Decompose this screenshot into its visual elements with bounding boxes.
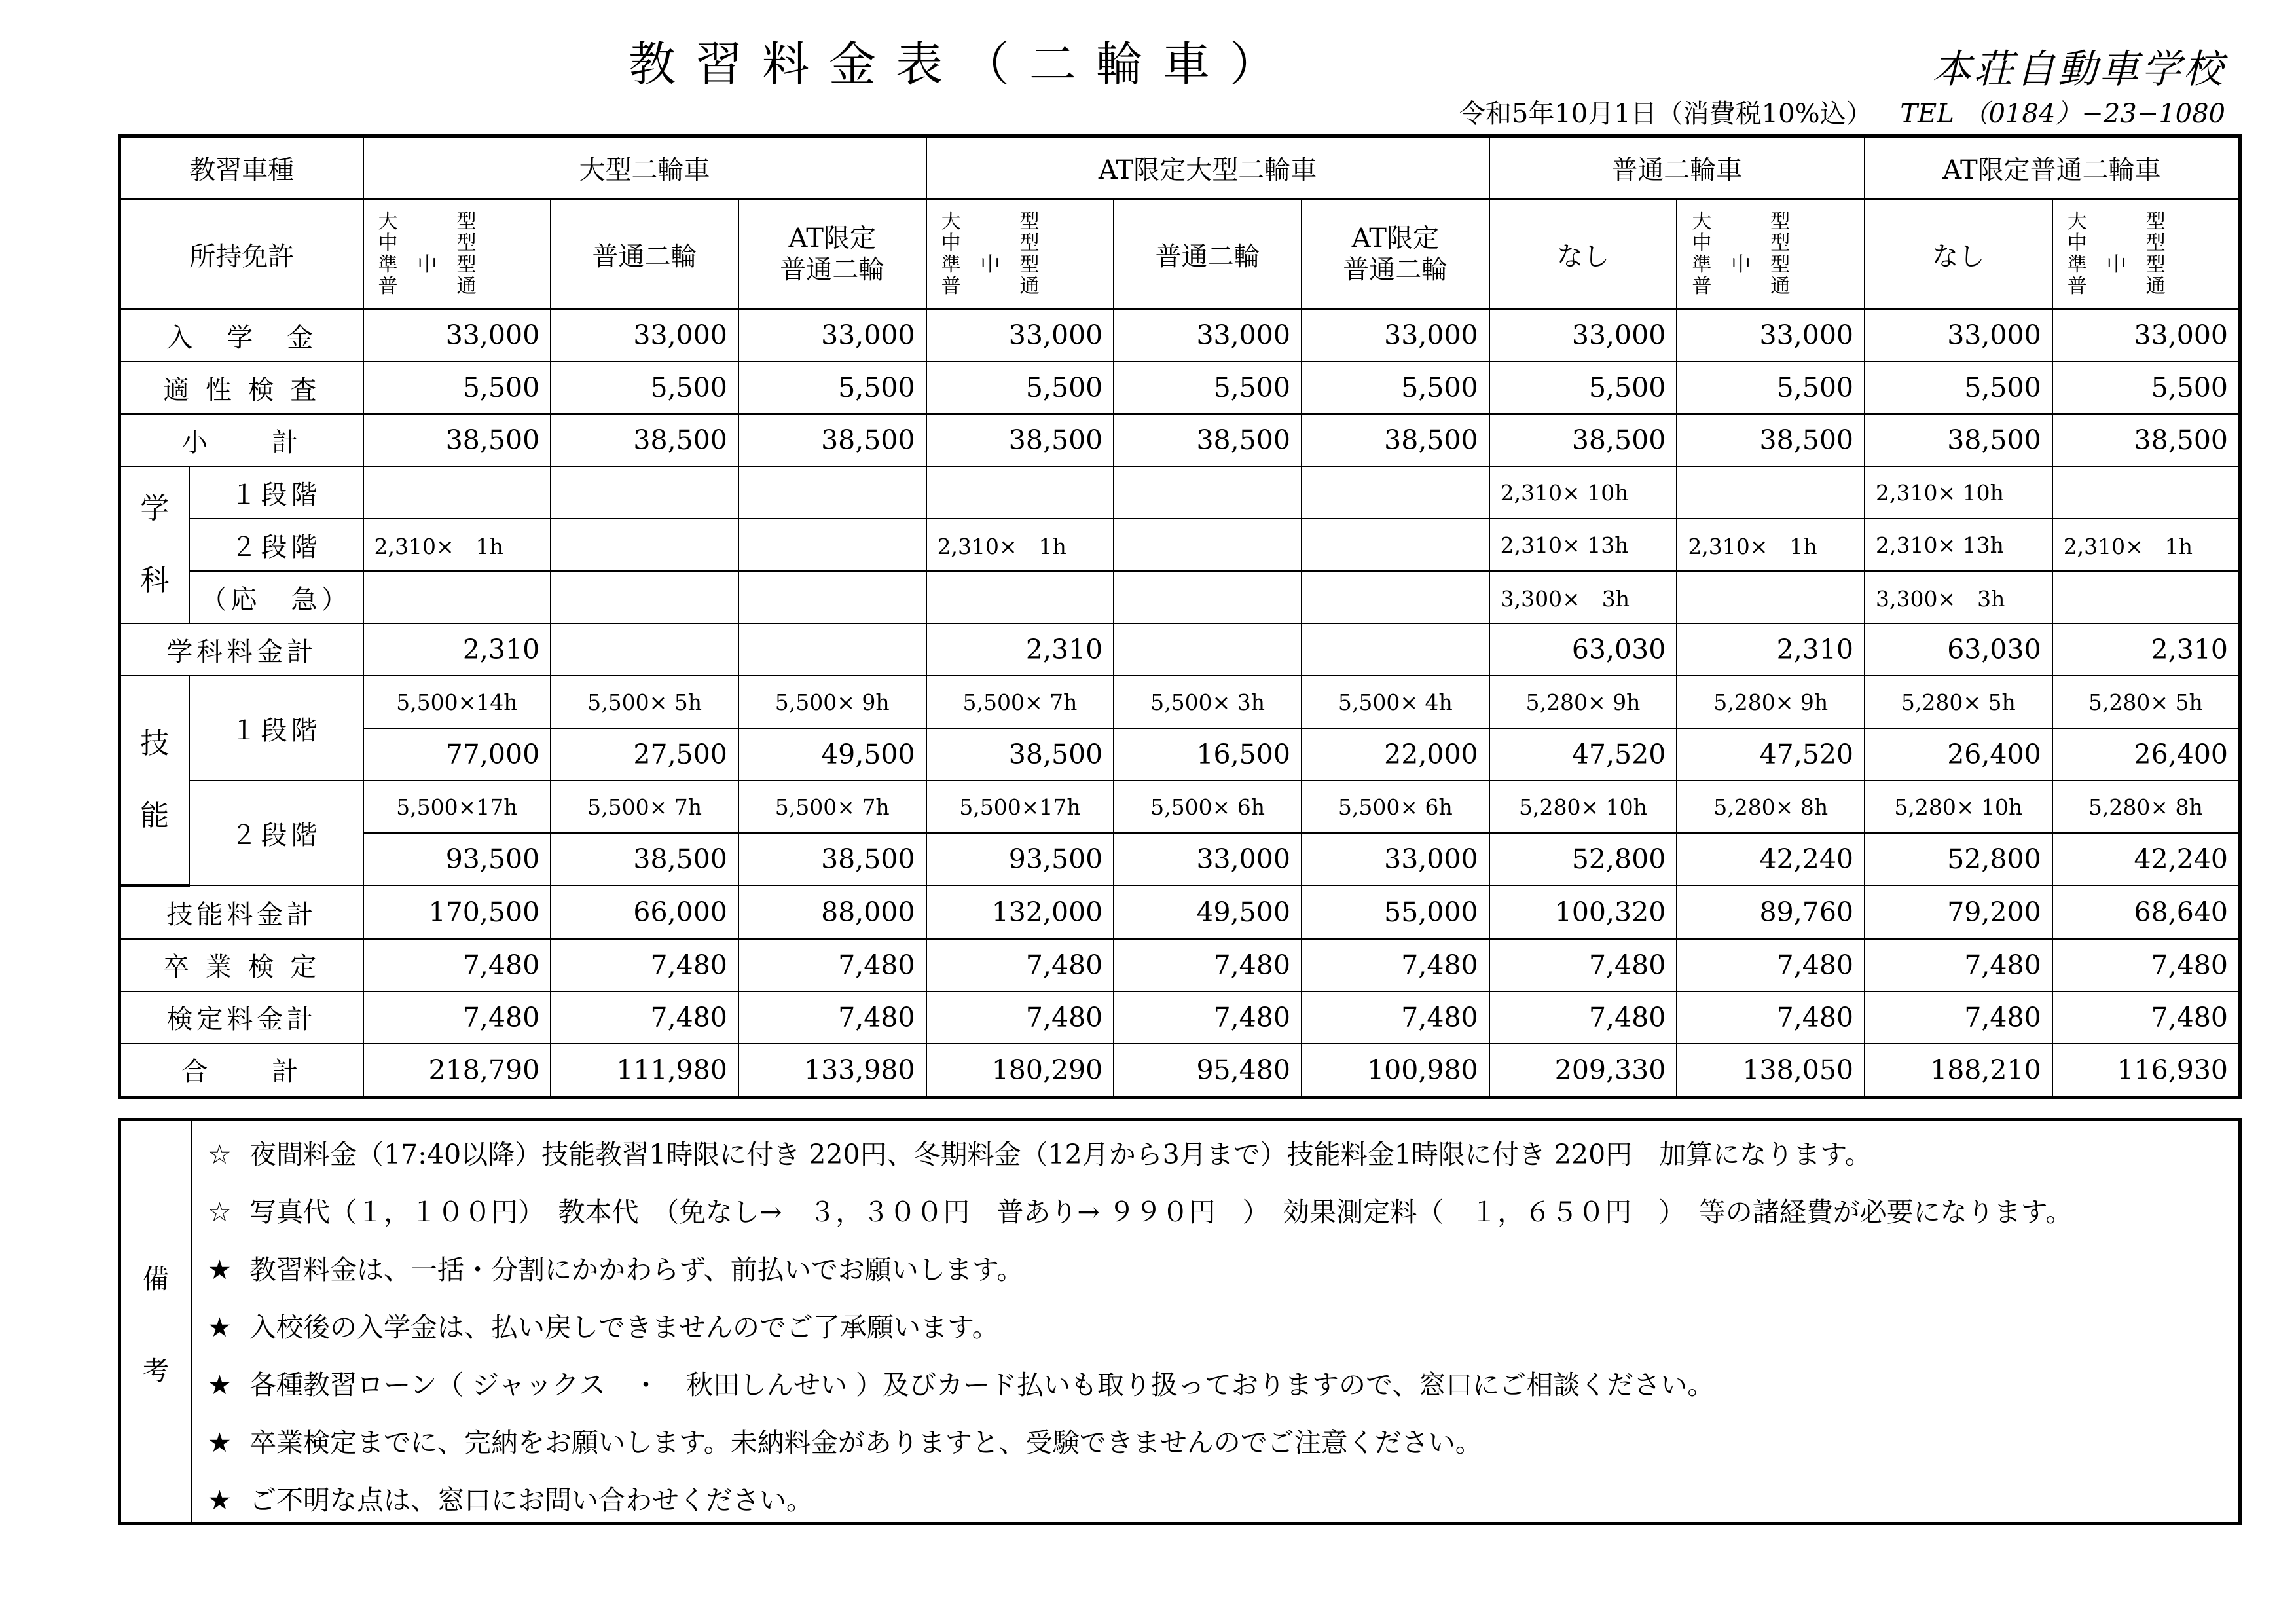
vehicle-at-ogata: AT限定大型二輪車 [926, 136, 1489, 200]
page-title: 教習料金表（二輪車） [629, 37, 1297, 92]
subtotal-cell: 38,500 [926, 414, 1114, 466]
academic-stage2-cell: 2,310× 1h [1677, 519, 1865, 571]
note-item [208, 1190, 2072, 1248]
license-stack: 大 型 中 型 準 中 型 普 通 [941, 210, 1040, 298]
license-at-futsuu-nirin: AT限定 普通二輪 [738, 199, 926, 309]
note-text: 卒業検定までに、完納をお願いします。未納料金がありますと、受験できませんのでご注意ください。 [249, 1427, 1482, 1458]
academic-stage1-row [120, 466, 2240, 519]
note-text: ご不明な点は、窓口にお問い合わせください。 [249, 1485, 813, 1516]
skill-stage2-amount-cell: 52,800 [1865, 833, 2052, 885]
graduation-cell: 7,480 [551, 939, 738, 991]
skill-stage2-rate-cell: 5,280× 8h [1677, 781, 1865, 833]
skill-stage2-amount-cell: 93,500 [926, 833, 1114, 885]
skill-total-cell: 88,000 [738, 885, 926, 939]
total-cell: 209,330 [1489, 1044, 1677, 1098]
subtotal-cell: 38,500 [1489, 414, 1677, 466]
skill-stage1-amount-cell: 77,000 [363, 728, 551, 781]
academic-emergency-cell: 3,300× 3h [1865, 571, 2052, 623]
skill-stage2-rate-cell: 5,500× 6h [1114, 781, 1302, 833]
aptitude-cell: 5,500 [2052, 361, 2240, 414]
academic-emergency-cell [363, 571, 551, 623]
academic-emergency-cell [926, 571, 1114, 623]
license-label: 所持免許 [120, 199, 363, 309]
black-star-icon: ★ [208, 1312, 232, 1343]
admission-cell: 33,000 [551, 309, 738, 361]
note-text: 各種教習ローン（ ジャックス ・ 秋田しんせい ）及びカード払いも取り扱っておりますので、窓口にご相談ください。 [249, 1369, 1715, 1401]
admission-cell: 33,000 [926, 309, 1114, 361]
exam-total-cell: 7,480 [1489, 991, 1677, 1044]
academic-stage2-cell [1302, 519, 1489, 571]
note-text: 夜間料金（17:40以降）技能教習1時限に付き 220円、冬期料金（12月から3月まで）技能料金1時限に付き 220円 加算になります。 [249, 1139, 1872, 1170]
note-item [208, 1306, 2072, 1363]
graduation-cell: 7,480 [1677, 939, 1865, 991]
fee-table [118, 134, 2242, 1099]
note-item [208, 1479, 2072, 1536]
exam-total-cell: 7,480 [1302, 991, 1489, 1044]
skill-stage1-amount-cell: 16,500 [1114, 728, 1302, 781]
exam-total-cell: 7,480 [1677, 991, 1865, 1044]
academic-total-cell: 2,310 [926, 623, 1114, 676]
skill-stage2-rate-cell: 5,500× 6h [1302, 781, 1489, 833]
skill-stage2-amount-cell: 33,000 [1114, 833, 1302, 885]
academic-total-label: 学科料金計 [120, 623, 363, 676]
white-star-icon: ☆ [208, 1139, 232, 1170]
academic-stage1-cell [1114, 466, 1302, 519]
subtotal-cell: 38,500 [363, 414, 551, 466]
exam-total-cell: 7,480 [1114, 991, 1302, 1044]
license-none: なし [1865, 199, 2052, 309]
admission-cell: 33,000 [1489, 309, 1677, 361]
academic-stage2-cell: 2,310× 1h [926, 519, 1114, 571]
skill-stage1-rate-cell: 5,500× 4h [1302, 676, 1489, 728]
skill-stage1-label: １段階 [189, 676, 363, 781]
graduation-cell: 7,480 [926, 939, 1114, 991]
skill-stage1-rate-cell: 5,280× 5h [2052, 676, 2240, 728]
skill-total-cell: 79,200 [1865, 885, 2052, 939]
academic-stage1-cell [926, 466, 1114, 519]
admission-row [120, 309, 2240, 361]
skill-stage2-amount-cell: 93,500 [363, 833, 551, 885]
skill-stage1-amount-cell: 26,400 [1865, 728, 2052, 781]
skill-total-cell: 66,000 [551, 885, 738, 939]
academic-stage2-cell: 2,310× 13h [1489, 519, 1677, 571]
subtotal-cell: 38,500 [2052, 414, 2240, 466]
license-stack-cell [926, 199, 1114, 309]
black-star-icon: ★ [208, 1254, 232, 1285]
graduation-label: 卒 業 検 定 [120, 939, 363, 991]
vehicle-type-row [120, 136, 2240, 200]
vehicle-type-label: 教習車種 [120, 136, 363, 200]
graduation-cell: 7,480 [363, 939, 551, 991]
skill-stage2-amount-cell: 42,240 [1677, 833, 1865, 885]
aptitude-cell: 5,500 [926, 361, 1114, 414]
admission-cell: 33,000 [1865, 309, 2052, 361]
total-cell: 218,790 [363, 1044, 551, 1098]
academic-stage1-cell [738, 466, 926, 519]
aptitude-cell: 5,500 [363, 361, 551, 414]
admission-cell: 33,000 [2052, 309, 2240, 361]
skill-total-cell: 89,760 [1677, 885, 1865, 939]
license-stack-cell [363, 199, 551, 309]
skill-stage2-rate-cell: 5,280× 10h [1489, 781, 1677, 833]
license-row [120, 199, 2240, 309]
skill-total-cell: 55,000 [1302, 885, 1489, 939]
graduation-cell: 7,480 [2052, 939, 2240, 991]
academic-total-cell [738, 623, 926, 676]
subtotal-label: 小 計 [120, 414, 363, 466]
black-star-icon: ★ [208, 1485, 232, 1516]
total-row [120, 1044, 2240, 1098]
exam-total-label: 検定料金計 [120, 991, 363, 1044]
subtotal-cell: 38,500 [738, 414, 926, 466]
note-item [208, 1363, 2072, 1421]
total-cell: 133,980 [738, 1044, 926, 1098]
admission-cell: 33,000 [738, 309, 926, 361]
exam-total-cell: 7,480 [363, 991, 551, 1044]
academic-emergency-cell [1302, 571, 1489, 623]
skill-stage2-amount-cell: 38,500 [738, 833, 926, 885]
skill-stage2-rate-cell: 5,500× 7h [738, 781, 926, 833]
license-futsuu-nirin: 普通二輪 [1114, 199, 1302, 309]
vehicle-ogata: 大型二輪車 [363, 136, 926, 200]
date-tel-line [1459, 93, 2225, 130]
skill-stage2-amount-cell: 33,000 [1302, 833, 1489, 885]
academic-total-cell: 63,030 [1865, 623, 2052, 676]
total-cell: 116,930 [2052, 1044, 2240, 1098]
graduation-cell: 7,480 [1302, 939, 1489, 991]
academic-stage1-cell [1677, 466, 1865, 519]
note-item [208, 1421, 2072, 1479]
exam-total-row [120, 991, 2240, 1044]
license-stack: 大 型 中 型 準 中 型 普 通 [378, 210, 477, 298]
exam-total-cell: 7,480 [926, 991, 1114, 1044]
skill-stage2-rate-cell: 5,280× 10h [1865, 781, 2052, 833]
academic-total-cell [1114, 623, 1302, 676]
admission-cell: 33,000 [363, 309, 551, 361]
subtotal-row [120, 414, 2240, 466]
exam-total-cell: 7,480 [738, 991, 926, 1044]
academic-stage2-cell: 2,310× 1h [2052, 519, 2240, 571]
note-text: 教習料金は、一括・分割にかかわらず、前払いでお願いします。 [249, 1254, 1024, 1285]
skill-stage2-amount-cell: 38,500 [551, 833, 738, 885]
note-item [208, 1248, 2072, 1306]
aptitude-cell: 5,500 [1302, 361, 1489, 414]
skill-stage1-rate-cell: 5,500× 5h [551, 676, 738, 728]
skill-total-cell: 68,640 [2052, 885, 2240, 939]
academic-emergency-cell [2052, 571, 2240, 623]
aptitude-row [120, 361, 2240, 414]
academic-stage2-cell [551, 519, 738, 571]
academic-stage2-cell: 2,310× 1h [363, 519, 551, 571]
academic-stage1-cell: 2,310× 10h [1489, 466, 1677, 519]
skill-stage1-amount-cell: 26,400 [2052, 728, 2240, 781]
skill-stage1-rate-cell: 5,500× 3h [1114, 676, 1302, 728]
academic-total-cell: 2,310 [2052, 623, 2240, 676]
skill-stage2-amount-cell: 52,800 [1489, 833, 1677, 885]
total-cell: 111,980 [551, 1044, 738, 1098]
total-cell: 138,050 [1677, 1044, 1865, 1098]
effective-date: 令和5年10月1日（消費税10%込） [1459, 99, 1872, 129]
skill-stage1-rate-cell: 5,500×14h [363, 676, 551, 728]
aptitude-cell: 5,500 [738, 361, 926, 414]
graduation-cell: 7,480 [738, 939, 926, 991]
vehicle-at-futsuu: AT限定普通二輪車 [1865, 136, 2240, 200]
aptitude-cell: 5,500 [1865, 361, 2052, 414]
skill-stage1-rate-row [120, 676, 2240, 728]
admission-label: 入 学 金 [120, 309, 363, 361]
academic-stage1-cell [363, 466, 551, 519]
admission-cell: 33,000 [1302, 309, 1489, 361]
academic-stage2-row [120, 519, 2240, 571]
skill-stage2-label: ２段階 [189, 781, 363, 885]
academic-total-cell: 2,310 [1677, 623, 1865, 676]
skill-total-cell: 132,000 [926, 885, 1114, 939]
exam-total-cell: 7,480 [1865, 991, 2052, 1044]
aptitude-cell: 5,500 [551, 361, 738, 414]
note-item [208, 1133, 2072, 1190]
license-futsuu-nirin: 普通二輪 [551, 199, 738, 309]
total-cell: 180,290 [926, 1044, 1114, 1098]
aptitude-cell: 5,500 [1114, 361, 1302, 414]
skill-stage1-amount-cell: 47,520 [1677, 728, 1865, 781]
skill-total-row [120, 885, 2240, 939]
academic-stage1-cell: 2,310× 10h [1865, 466, 2052, 519]
skill-stage2-amount-row [120, 833, 2240, 885]
subtotal-cell: 38,500 [1302, 414, 1489, 466]
skill-stage2-rate-row [120, 781, 2240, 833]
total-cell: 188,210 [1865, 1044, 2052, 1098]
skill-stage2-rate-cell: 5,500× 7h [551, 781, 738, 833]
license-at-futsuu-nirin: AT限定 普通二輪 [1302, 199, 1489, 309]
total-cell: 95,480 [1114, 1044, 1302, 1098]
total-cell: 100,980 [1302, 1044, 1489, 1098]
skill-stage1-rate-cell: 5,280× 9h [1489, 676, 1677, 728]
skill-total-cell: 170,500 [363, 885, 551, 939]
license-stack: 大 型 中 型 準 中 型 普 通 [2067, 210, 2166, 298]
subtotal-cell: 38,500 [551, 414, 738, 466]
black-star-icon: ★ [208, 1427, 232, 1458]
academic-stage1-cell [1302, 466, 1489, 519]
graduation-cell: 7,480 [1489, 939, 1677, 991]
academic-total-cell [551, 623, 738, 676]
aptitude-cell: 5,500 [1489, 361, 1677, 414]
total-label: 合 計 [120, 1044, 363, 1098]
note-text: 写真代（１，１００円） 教本代 （免なし→ ３，３００円 普あり→ ９９０円 ） 効果測定料（ １，６５０円 ） 等の諸経費が必要になります。 [249, 1196, 2073, 1228]
academic-total-row [120, 623, 2240, 676]
notes-list [208, 1133, 2072, 1536]
academic-total-cell [1302, 623, 1489, 676]
note-text: 入校後の入学金は、払い戻しできませんのでご了承願います。 [249, 1312, 999, 1343]
academic-emergency-label: （応 急） [189, 571, 363, 623]
skill-label: 技 能 [120, 676, 189, 885]
aptitude-cell: 5,500 [1677, 361, 1865, 414]
skill-stage1-amount-cell: 38,500 [926, 728, 1114, 781]
skill-total-cell: 49,500 [1114, 885, 1302, 939]
vehicle-futsuu: 普通二輪車 [1489, 136, 1865, 200]
academic-stage1-cell [551, 466, 738, 519]
academic-total-cell: 2,310 [363, 623, 551, 676]
skill-stage1-amount-cell: 27,500 [551, 728, 738, 781]
skill-stage2-rate-cell: 5,500×17h [363, 781, 551, 833]
skill-stage1-amount-cell: 47,520 [1489, 728, 1677, 781]
academic-emergency-cell: 3,300× 3h [1489, 571, 1677, 623]
academic-stage2-label: ２段階 [189, 519, 363, 571]
skill-total-cell: 100,320 [1489, 885, 1677, 939]
academic-stage2-cell [1114, 519, 1302, 571]
notes-label: 備 考 [121, 1121, 192, 1522]
white-star-icon: ☆ [208, 1196, 232, 1228]
admission-cell: 33,000 [1677, 309, 1865, 361]
skill-stage1-rate-cell: 5,280× 9h [1677, 676, 1865, 728]
academic-stage2-cell [738, 519, 926, 571]
academic-stage2-cell: 2,310× 13h [1865, 519, 2052, 571]
academic-stage1-label: １段階 [189, 466, 363, 519]
academic-emergency-row [120, 571, 2240, 623]
academic-emergency-cell [738, 571, 926, 623]
school-name: 本荘自動車学校 [1932, 46, 2225, 92]
subtotal-cell: 38,500 [1114, 414, 1302, 466]
skill-stage1-amount-row [120, 728, 2240, 781]
skill-total-label: 技能料金計 [120, 885, 363, 939]
skill-stage1-amount-cell: 22,000 [1302, 728, 1489, 781]
academic-stage1-cell [2052, 466, 2240, 519]
academic-total-cell: 63,030 [1489, 623, 1677, 676]
skill-stage2-rate-cell: 5,280× 8h [2052, 781, 2240, 833]
license-stack-cell [2052, 199, 2240, 309]
academic-emergency-cell [551, 571, 738, 623]
skill-stage2-amount-cell: 42,240 [2052, 833, 2240, 885]
academic-emergency-cell [1114, 571, 1302, 623]
subtotal-cell: 38,500 [1677, 414, 1865, 466]
skill-stage2-rate-cell: 5,500×17h [926, 781, 1114, 833]
academic-label: 学 科 [120, 466, 189, 623]
skill-stage1-rate-cell: 5,500× 9h [738, 676, 926, 728]
academic-emergency-cell [1677, 571, 1865, 623]
admission-cell: 33,000 [1114, 309, 1302, 361]
exam-total-cell: 7,480 [2052, 991, 2240, 1044]
black-star-icon: ★ [208, 1369, 232, 1401]
skill-stage1-rate-cell: 5,280× 5h [1865, 676, 2052, 728]
telephone: TEL （0184）−23−1080 [1900, 99, 2225, 129]
notes-box [118, 1118, 2242, 1525]
exam-total-cell: 7,480 [551, 991, 738, 1044]
subtotal-cell: 38,500 [1865, 414, 2052, 466]
license-stack: 大 型 中 型 準 中 型 普 通 [1692, 210, 1791, 298]
graduation-row [120, 939, 2240, 991]
graduation-cell: 7,480 [1114, 939, 1302, 991]
skill-stage1-rate-cell: 5,500× 7h [926, 676, 1114, 728]
aptitude-label: 適 性 検 査 [120, 361, 363, 414]
license-stack-cell [1677, 199, 1865, 309]
license-none: なし [1489, 199, 1677, 309]
skill-stage1-amount-cell: 49,500 [738, 728, 926, 781]
graduation-cell: 7,480 [1865, 939, 2052, 991]
